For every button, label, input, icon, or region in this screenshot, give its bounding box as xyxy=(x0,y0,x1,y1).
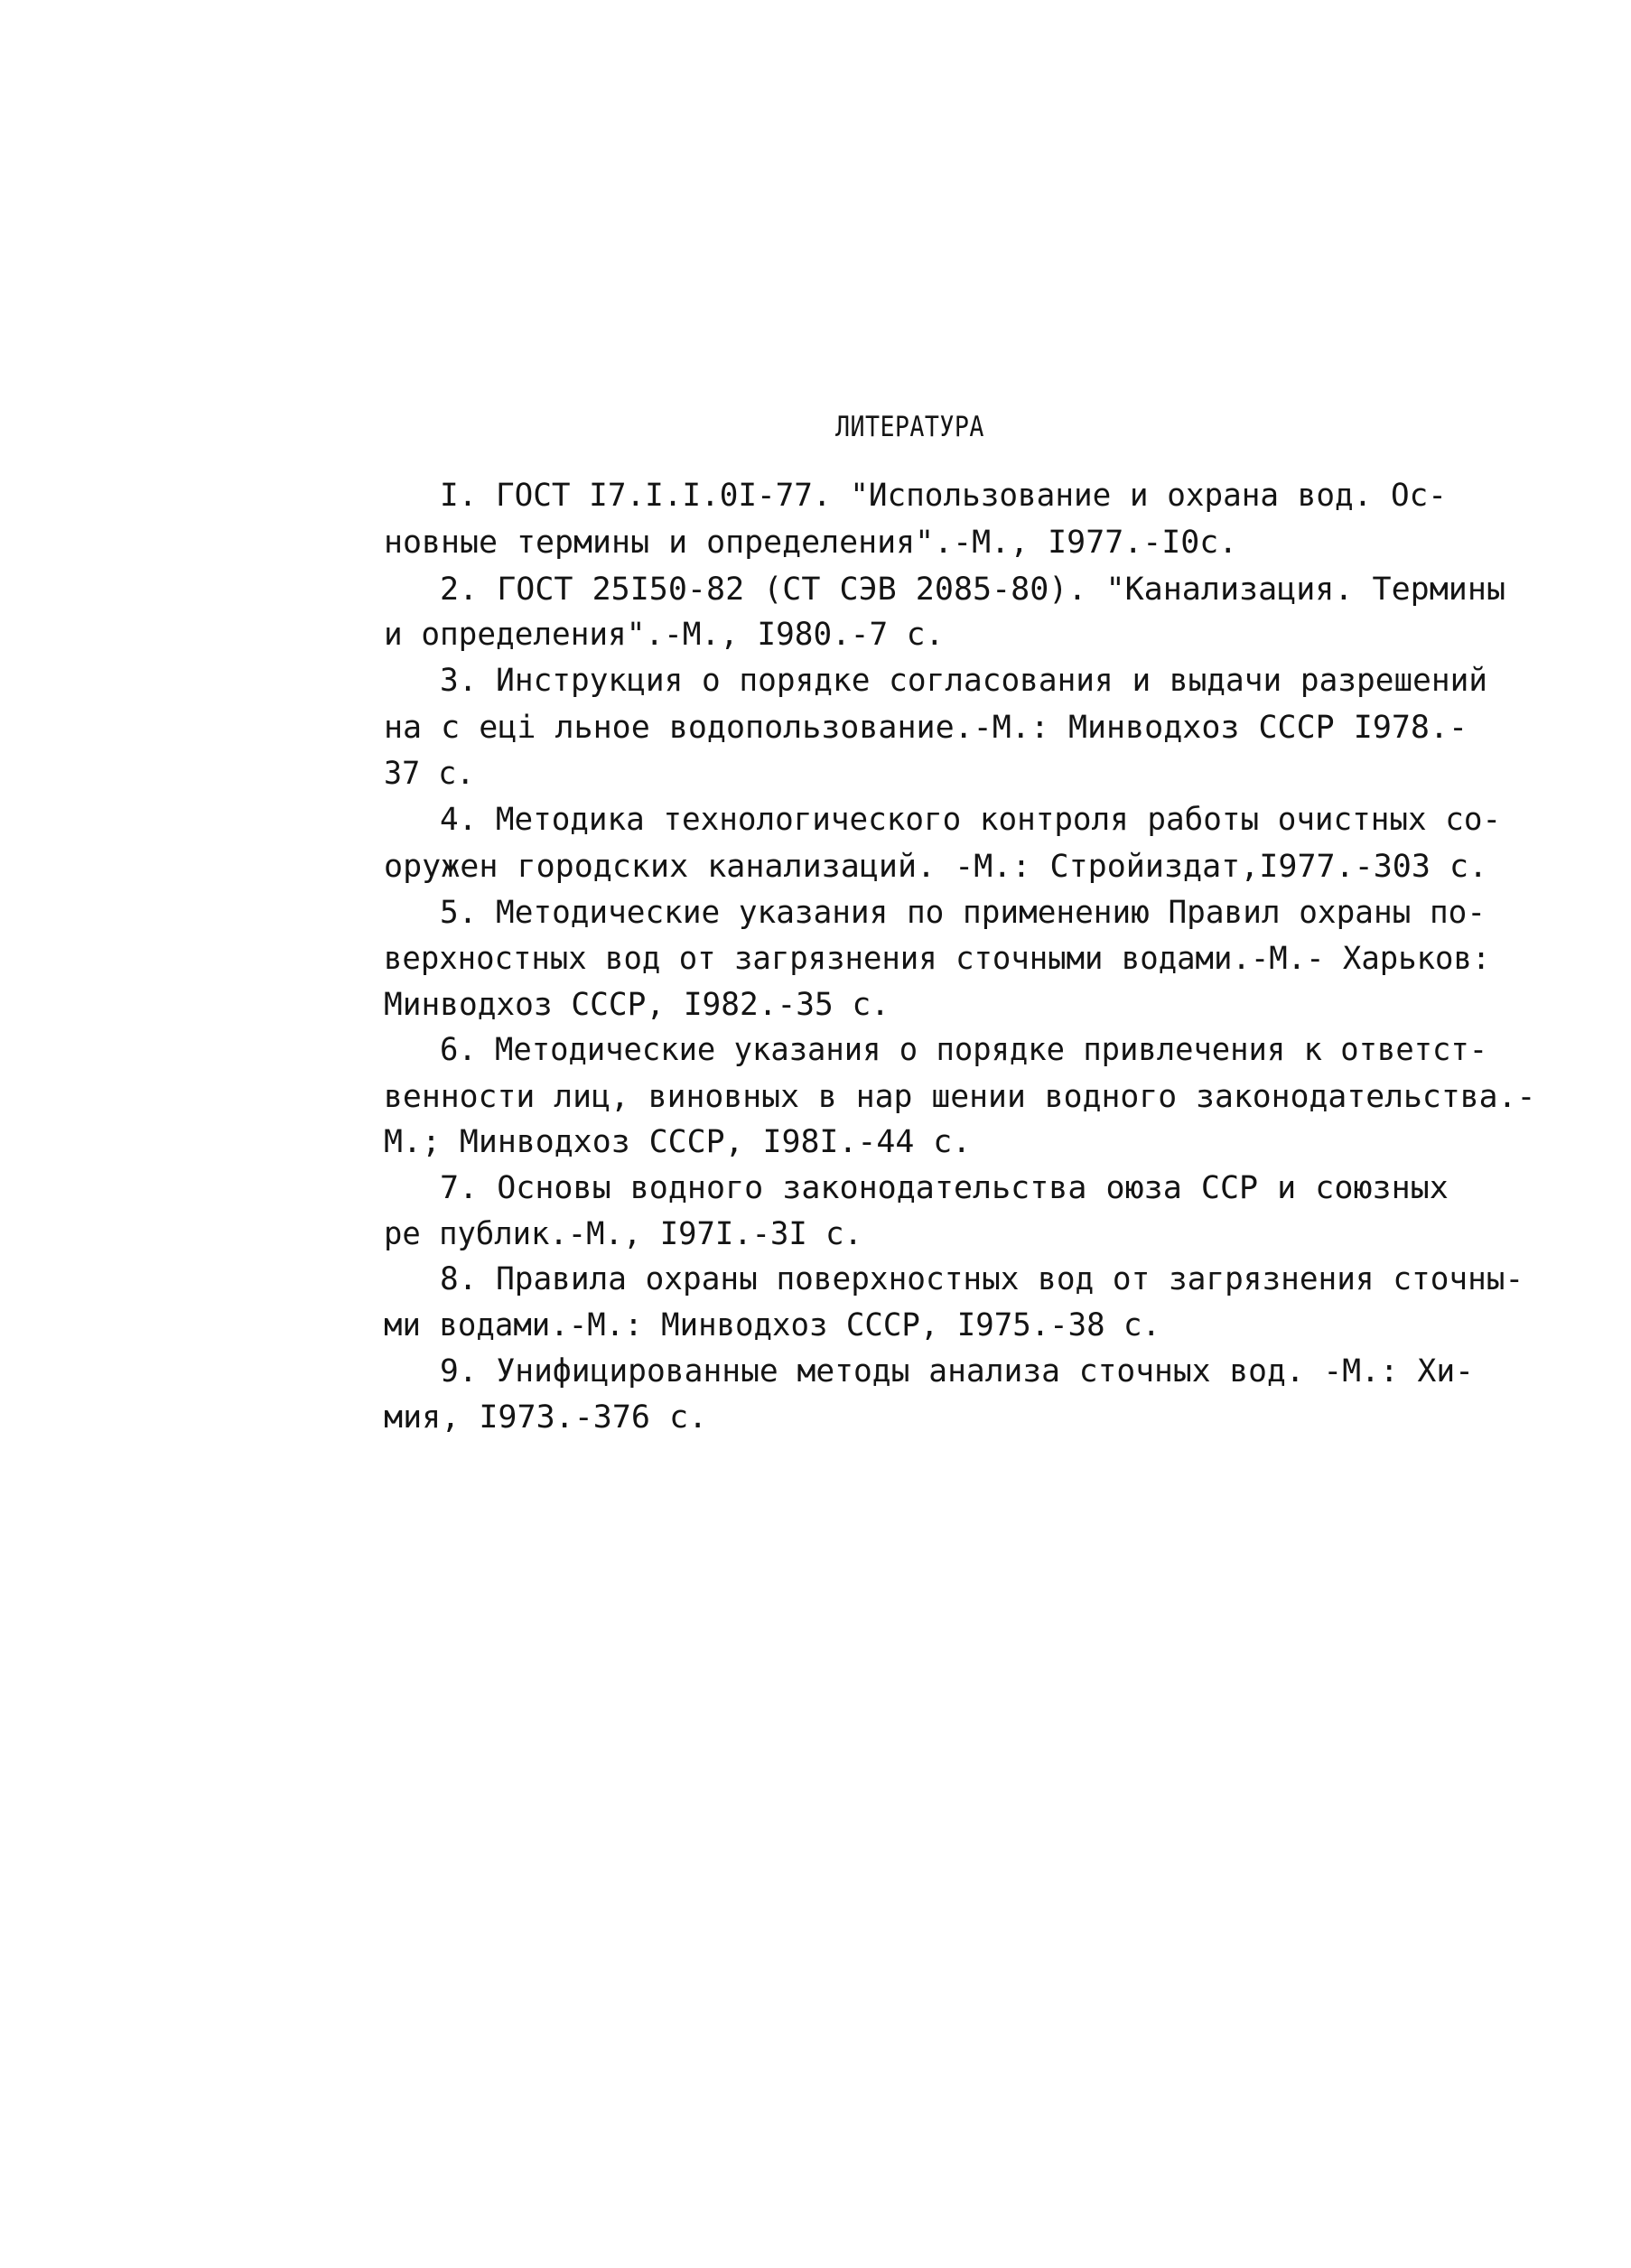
reference-line: 2. ГОСТ 25I50-82 (СТ СЭВ 2085-80). "Канализация. Термины xyxy=(440,572,1506,608)
reference-line: на с еці льное водопользование.-М.: Минводхоз СССР I978.- xyxy=(384,710,1468,746)
reference-line: 6. Методические указания о порядке привлечения к ответст- xyxy=(440,1032,1488,1068)
reference-line: Минводхоз СССР, I982.-35 с. xyxy=(384,987,890,1023)
reference-line: новные термины и определения".-М., I977.-I0с. xyxy=(384,525,1238,561)
reference-line: венности лиц, виновных в нар шении водного законодательства.- xyxy=(384,1079,1536,1115)
reference-line: мия, I973.-376 с. xyxy=(384,1399,708,1436)
reference-line: ми водами.-М.: Минводхоз СССР, I975.-38 с. xyxy=(384,1307,1161,1343)
reference-line: М.; Минводхоз СССР, I98I.-44 с. xyxy=(384,1124,972,1160)
reference-line: верхностных вод от загрязнения сточными водами.-М.- Харьков: xyxy=(384,941,1491,977)
reference-line: 8. Правила охраны поверхностных вод от загрязнения сточны- xyxy=(440,1261,1524,1297)
reference-line: 5. Методические указания по применению Правил охраны по- xyxy=(440,895,1487,931)
reference-line: 7. Основы водного законодательства оюза ССР и союзных xyxy=(440,1170,1449,1206)
reference-line: оружен городских канализаций. -М.: Стройиздат,I977.-303 с. xyxy=(384,849,1488,885)
reference-line: I. ГОСТ I7.I.I.0I-77. "Использование и охрана вод. Ос- xyxy=(440,478,1447,514)
reference-line: 37 с. xyxy=(384,756,475,792)
reference-line: и определения".-М., I980.-7 с. xyxy=(384,617,945,653)
reference-line: ре публик.-М., I97I.-3I с. xyxy=(384,1216,862,1252)
reference-line: 3. Инструкция о порядке согласования и выдачи разрешений xyxy=(440,663,1488,699)
reference-line: 9. Унифицированные методы анализа сточных вод. -М.: Хи- xyxy=(440,1353,1474,1390)
page-title: ЛИТЕРАТУРА xyxy=(835,411,984,443)
reference-line: 4. Методика технологического контроля работы очистных со- xyxy=(440,802,1502,838)
